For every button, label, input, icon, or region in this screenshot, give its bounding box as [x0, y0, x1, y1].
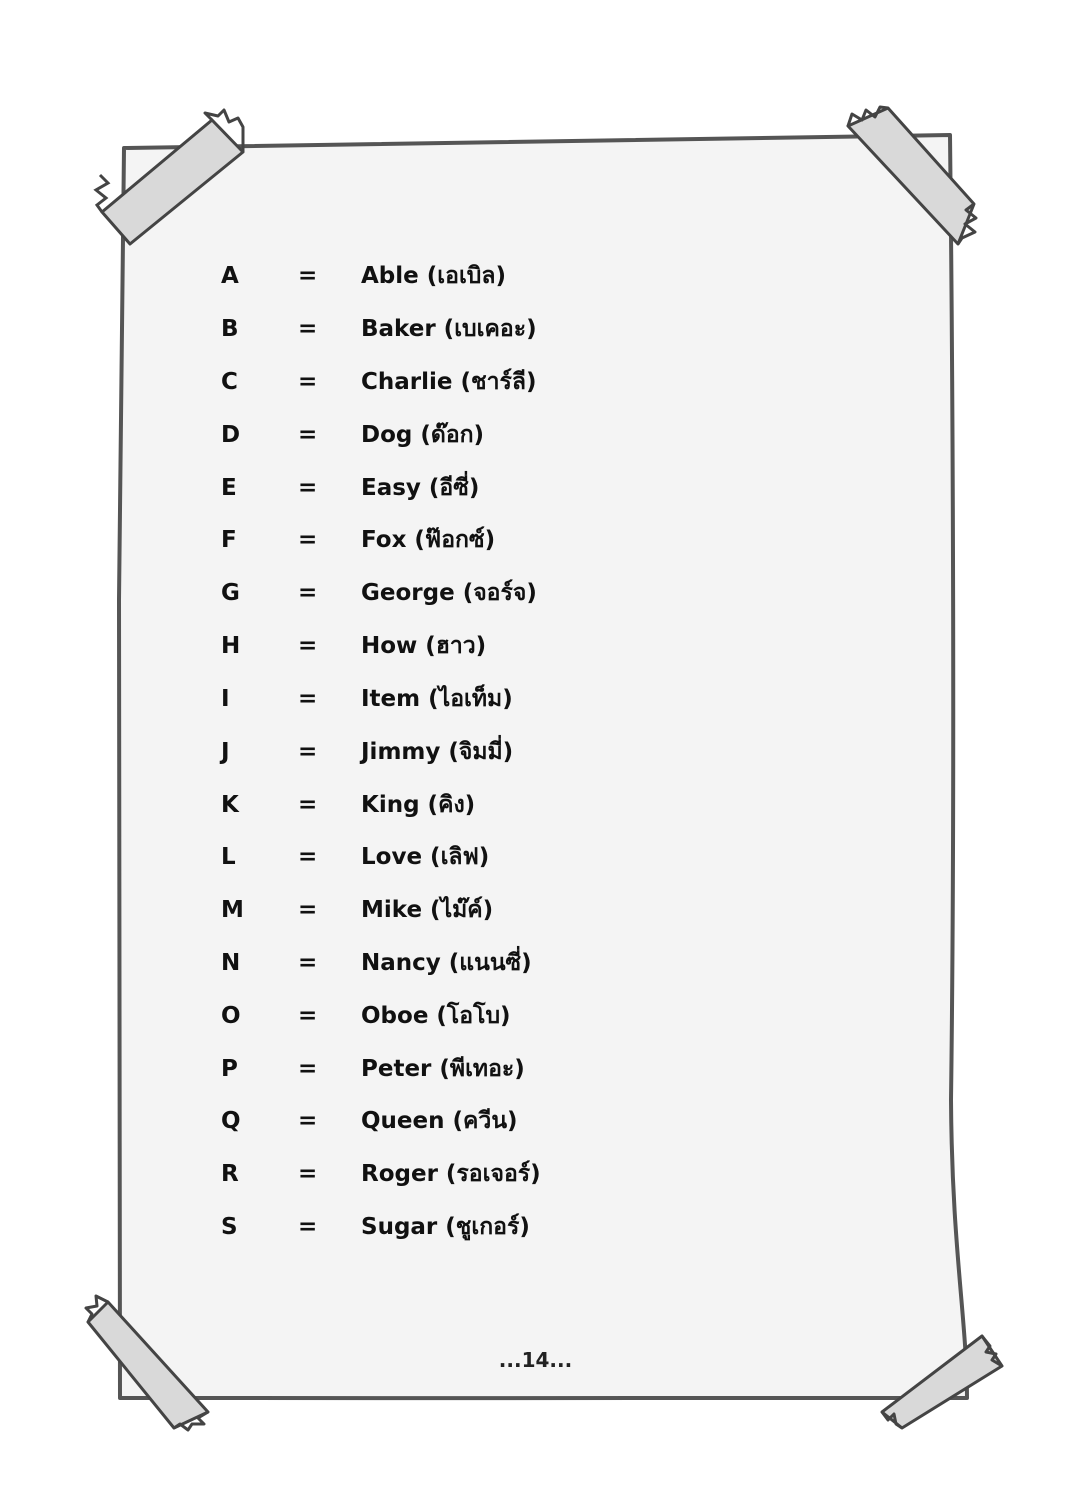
list-item: [0, 1207, 1071, 1247]
code-word: Sugar (ชูเกอร์): [361, 1214, 530, 1240]
code-word: Nancy (แนนซี่): [361, 950, 532, 976]
letter: B: [221, 316, 239, 342]
list-item: [0, 943, 1071, 983]
list-item: [0, 256, 1071, 296]
equals-sign: =: [298, 1108, 318, 1134]
equals-sign: =: [298, 844, 318, 870]
letter: I: [221, 686, 230, 712]
letter: M: [221, 897, 244, 923]
code-word: Oboe (โอโบ): [361, 1003, 511, 1029]
equals-sign: =: [298, 1003, 318, 1029]
code-word: Baker (เบเคอะ): [361, 316, 537, 342]
list-item: [0, 520, 1071, 560]
list-item: [0, 890, 1071, 930]
code-word: Love (เลิฟ): [361, 844, 490, 870]
code-word: Able (เอเบิล): [361, 263, 507, 289]
equals-sign: =: [298, 580, 318, 606]
letter: L: [221, 844, 236, 870]
letter: S: [221, 1214, 238, 1240]
letter: N: [221, 950, 241, 976]
letter: J: [221, 739, 230, 765]
equals-sign: =: [298, 950, 318, 976]
equals-sign: =: [298, 1056, 318, 1082]
equals-sign: =: [298, 369, 318, 395]
code-word: How (ฮาว): [361, 633, 487, 659]
equals-sign: =: [298, 316, 318, 342]
equals-sign: =: [298, 792, 318, 818]
code-word: Fox (ฟ๊อกซ์): [361, 527, 496, 553]
equals-sign: =: [298, 633, 318, 659]
code-word: George (จอร์จ): [361, 580, 537, 606]
equals-sign: =: [298, 475, 318, 501]
letter: K: [221, 792, 239, 818]
letter: D: [221, 422, 241, 448]
equals-sign: =: [298, 686, 318, 712]
equals-sign: =: [298, 739, 318, 765]
equals-sign: =: [298, 527, 318, 553]
letter: C: [221, 369, 238, 395]
list-item: [0, 573, 1071, 613]
list-item: [0, 415, 1071, 455]
code-word: Item (ไอเท็ม): [361, 686, 513, 712]
code-word: Dog (ด๊อก): [361, 422, 485, 448]
letter: H: [221, 633, 241, 659]
equals-sign: =: [298, 1161, 318, 1187]
letter: F: [221, 527, 237, 553]
list-item: [0, 679, 1071, 719]
list-item: [0, 362, 1071, 402]
list-item: [0, 1154, 1071, 1194]
list-item: [0, 468, 1071, 508]
code-word: Mike (ไม๊ค์): [361, 897, 494, 923]
letter: E: [221, 475, 237, 501]
code-word: Charlie (ชาร์ลี): [361, 369, 537, 395]
list-item: [0, 732, 1071, 772]
letter: G: [221, 580, 240, 606]
page-number: ...14...: [498, 1348, 573, 1372]
code-word: Jimmy (จิมมี่): [361, 739, 514, 765]
code-word: King (คิง): [361, 792, 476, 818]
list-item: [0, 996, 1071, 1036]
list-item: [0, 837, 1071, 877]
list-item: [0, 1049, 1071, 1089]
code-word: Roger (รอเจอร์): [361, 1161, 541, 1187]
code-word: Easy (อีซี่): [361, 475, 480, 501]
list-item: [0, 626, 1071, 666]
equals-sign: =: [298, 1214, 318, 1240]
code-word: Peter (พีเทอะ): [361, 1056, 525, 1082]
equals-sign: =: [298, 422, 318, 448]
letter: R: [221, 1161, 239, 1187]
code-word: Queen (ควีน): [361, 1108, 518, 1134]
list-item: [0, 785, 1071, 825]
list-item: [0, 309, 1071, 349]
letter: O: [221, 1003, 241, 1029]
list-item: [0, 1101, 1071, 1141]
equals-sign: =: [298, 263, 318, 289]
letter: P: [221, 1056, 238, 1082]
letter: Q: [221, 1108, 241, 1134]
letter: A: [221, 263, 239, 289]
equals-sign: =: [298, 897, 318, 923]
